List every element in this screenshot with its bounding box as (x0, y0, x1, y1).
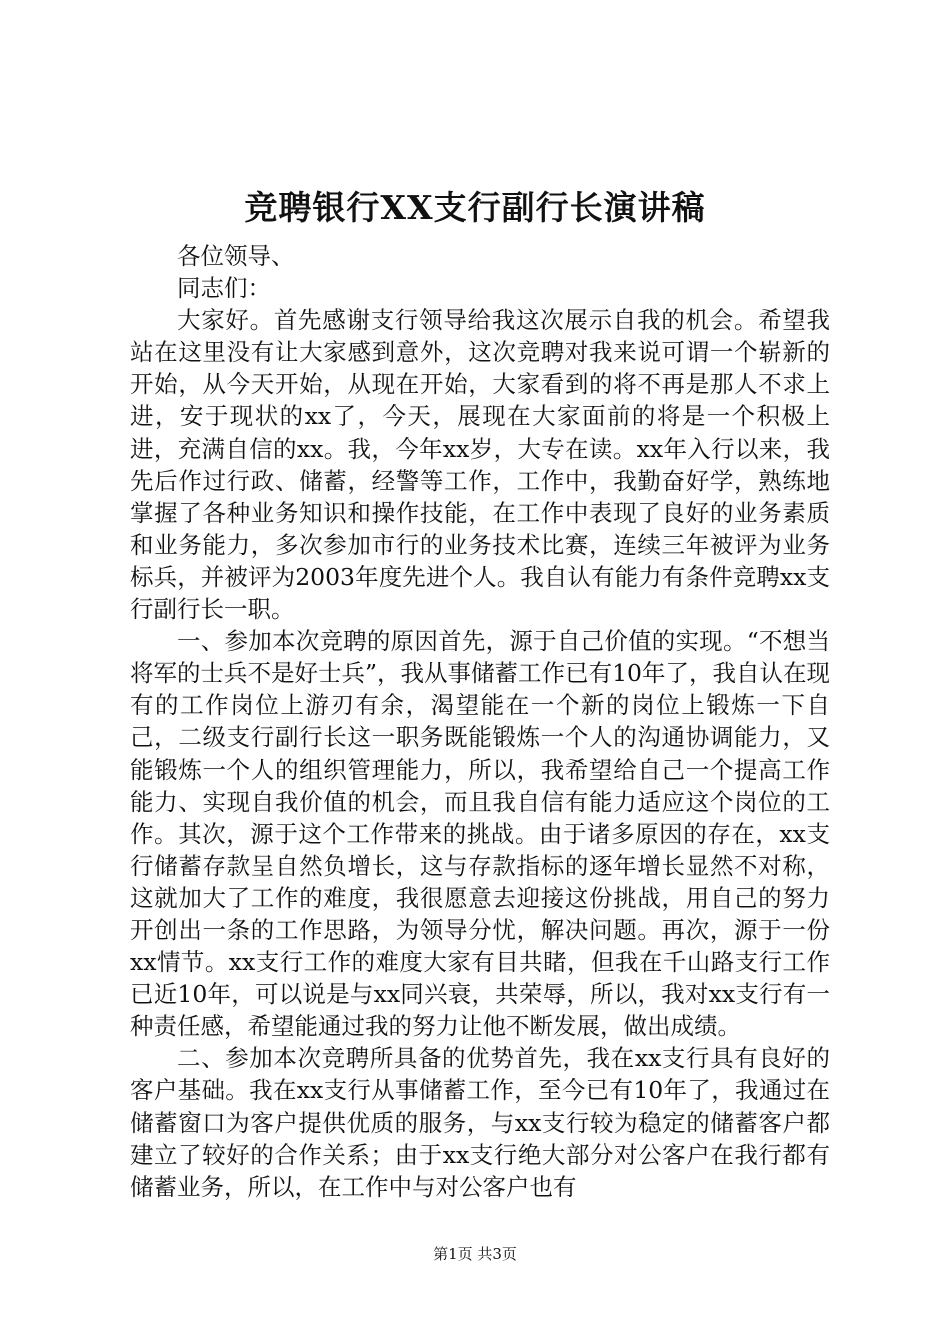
body-paragraph: 大家好。首先感谢支行领导给我这次展示自我的机会。希望我站在这里没有让大家感到意外，这次竞聘对我来说可谓一个崭新的开始，从今天开始，从现在开始，大家看到的将不再是那人不求上进，安于现状的xx了，今天，展现在大家面前的将是一个积极上进，充满自信的xx。我，今年xx岁，大专在读。xx年入行以来，我先后作过行政、储蓄，经警等工作，工作中，我勤奋好学，熟练地掌握了各种业务知识和操作技能，在工作中表现了良好的业务素质和业务能力，多次参加市行的业务技术比赛，连续三年被评为业务标兵，并被评为2003年度先进个人。我自认有能力有条件竞聘xx支行副行长一职。 (130, 306, 830, 624)
body-paragraph: 一、参加本次竞聘的原因首先，源于自己价值的实现。“不想当将军的士兵不是好士兵”，我从事储蓄工作已有10年了，我自认在现有的工作岗位上游刃有余，渴望能在一个新的岗位上锻炼一下自己，二级支行副行长这一职务既能锻炼一个人的沟通协调能力，又能锻炼一个人的组织管理能力，所以，我希望给自己一个提高工作能力、实现自我价值的机会，而且我自信有能力适应这个岗位的工作。其次，源于这个工作带来的挑战。由于诸多原因的存在，xx支行储蓄存款呈自然负增长，这与存款指标的逐年增长显然不对称，这就加大了工作的难度，我很愿意去迎接这份挑战，用自己的努力开创出一条的工作思路，为领导分忧，解决问题。再次，源于一份xx情节。xx支行工作的难度大家有目共睹，但我在千山路支行工作已近10年，可以说是与xx同兴衰，共荣辱，所以，我对xx支行有一种责任感，希望能通过我的努力让他不断发展，做出成绩。 (130, 627, 830, 1041)
salutation-line: 各位领导、 (177, 242, 295, 270)
page-number-footer: 第1页 共3页 (433, 1245, 517, 1263)
salutation-line: 同志们： (177, 274, 271, 303)
document-body (130, 240, 830, 1203)
body-paragraph: 二、参加本次竞聘所具备的优势首先，我在xx支行具有良好的客户基础。我在xx支行从事储蓄工作，至今已有10年了，我通过在储蓄窗口为客户提供优质的服务，与xx支行较为稳定的储蓄客户都建立了较好的合作关系；由于xx支行绝大部分对公客户在我行都有储蓄业务，所以，在工作中与对公客户也有 (130, 1044, 830, 1201)
document-title: 竞聘银行XX支行副行长演讲稿 (244, 188, 706, 227)
